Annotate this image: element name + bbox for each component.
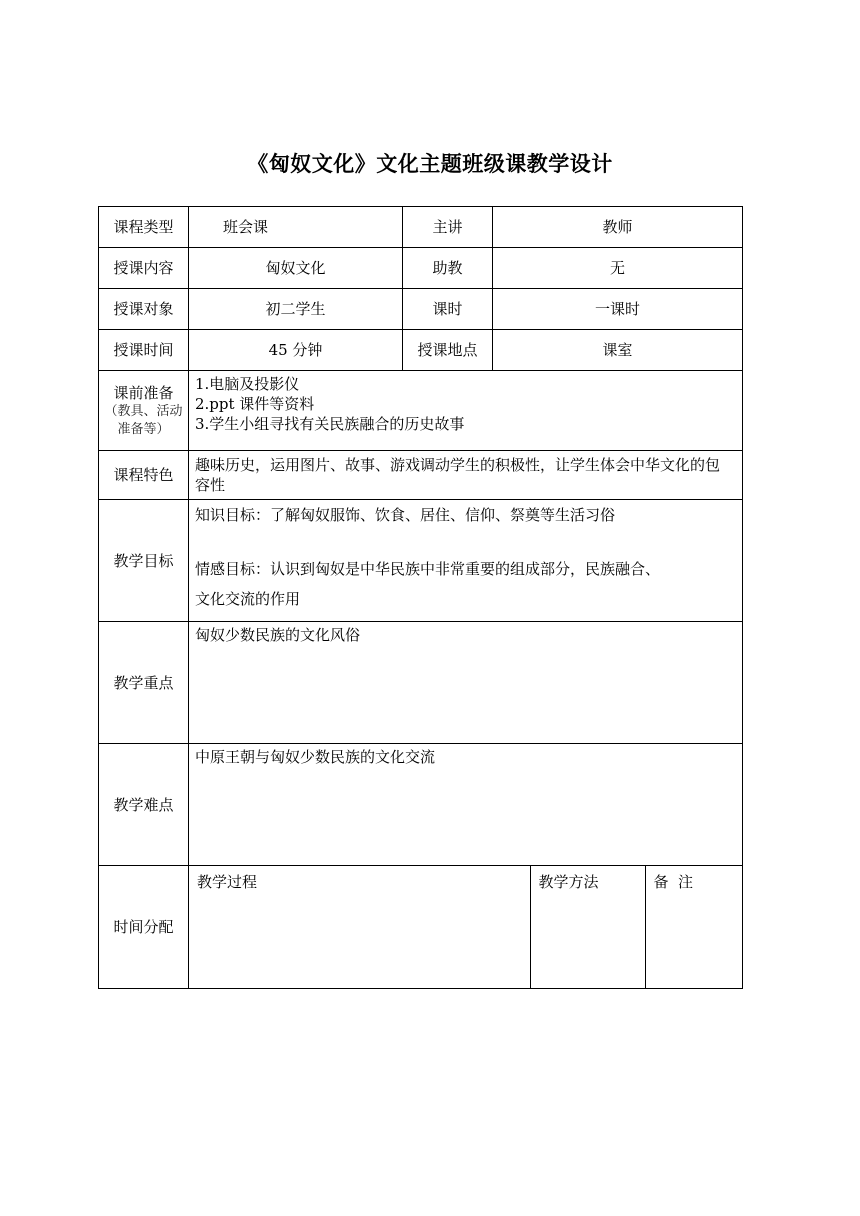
label-objectives: 教学目标 [99,500,189,622]
row-audience [99,289,743,330]
preparation-item: 1.电脑及投影仪 [195,375,300,393]
preparation-title: 课前准备 [113,383,174,402]
schedule-subtable [189,866,743,988]
preparation-item: 3.学生小组寻找有关民族融合的历史故事 [195,415,465,433]
header-method: 教学方法 [530,866,645,988]
value-lecturer: 教师 [493,207,743,248]
header-process: 教学过程 [197,873,258,891]
row-features [99,451,743,500]
label-features: 课程特色 [99,451,189,500]
value-content: 匈奴文化 [189,248,403,289]
row-content [99,248,743,289]
objective-spacer [195,530,734,554]
label-difficulty: 教学难点 [99,744,189,866]
label-content: 授课内容 [99,248,189,289]
label-time: 授课时间 [99,330,189,371]
value-objectives [189,500,743,622]
label-schedule: 时间分配 [99,866,189,989]
label-periods: 课时 [403,289,493,330]
row-schedule [99,866,743,989]
row-course-type [99,207,743,248]
label-audience: 授课对象 [99,289,189,330]
value-key-point: 匈奴少数民族的文化风俗 [189,622,743,744]
label-lecturer: 主讲 [403,207,493,248]
row-preparation [99,371,743,451]
row-difficulty [99,744,743,866]
value-difficulty: 中原王朝与匈奴少数民族的文化交流 [189,744,743,866]
value-location: 课室 [493,330,743,371]
label-location: 授课地点 [403,330,493,371]
value-time: 45 分钟 [189,330,403,371]
preparation-item: 2.ppt 课件等资料 [195,395,315,413]
row-key-point [99,622,743,744]
header-notes: 备 注 [645,866,743,988]
label-key-point: 教学重点 [99,622,189,744]
value-preparation [189,371,743,451]
value-periods: 一课时 [493,289,743,330]
emotion-objective-line: 情感目标：认识到匈奴是中华民族中非常重要的组成部分，民族融合、 [195,560,661,578]
value-audience: 初二学生 [189,289,403,330]
row-objectives [99,500,743,622]
value-features: 趣味历史，运用图片、故事、游戏调动学生的积极性，让学生体会中华文化的包容性 [189,451,743,500]
knowledge-objective: 知识目标：了解匈奴服饰、饮食、居住、信仰、祭奠等生活习俗 [195,506,616,524]
value-course-type: 班会课 [189,207,403,248]
label-preparation [99,371,189,451]
label-course-type: 课程类型 [99,207,189,248]
emotion-objective-line: 文化交流的作用 [195,590,301,608]
schedule-cell [189,866,743,989]
value-assistant: 无 [493,248,743,289]
preparation-subtitle: （教具、活动准备等） [104,403,183,437]
row-time [99,330,743,371]
document-title: 《匈奴文化》文化主题班级课教学设计 [247,152,613,176]
label-assistant: 助教 [403,248,493,289]
lesson-plan-table [98,206,743,989]
